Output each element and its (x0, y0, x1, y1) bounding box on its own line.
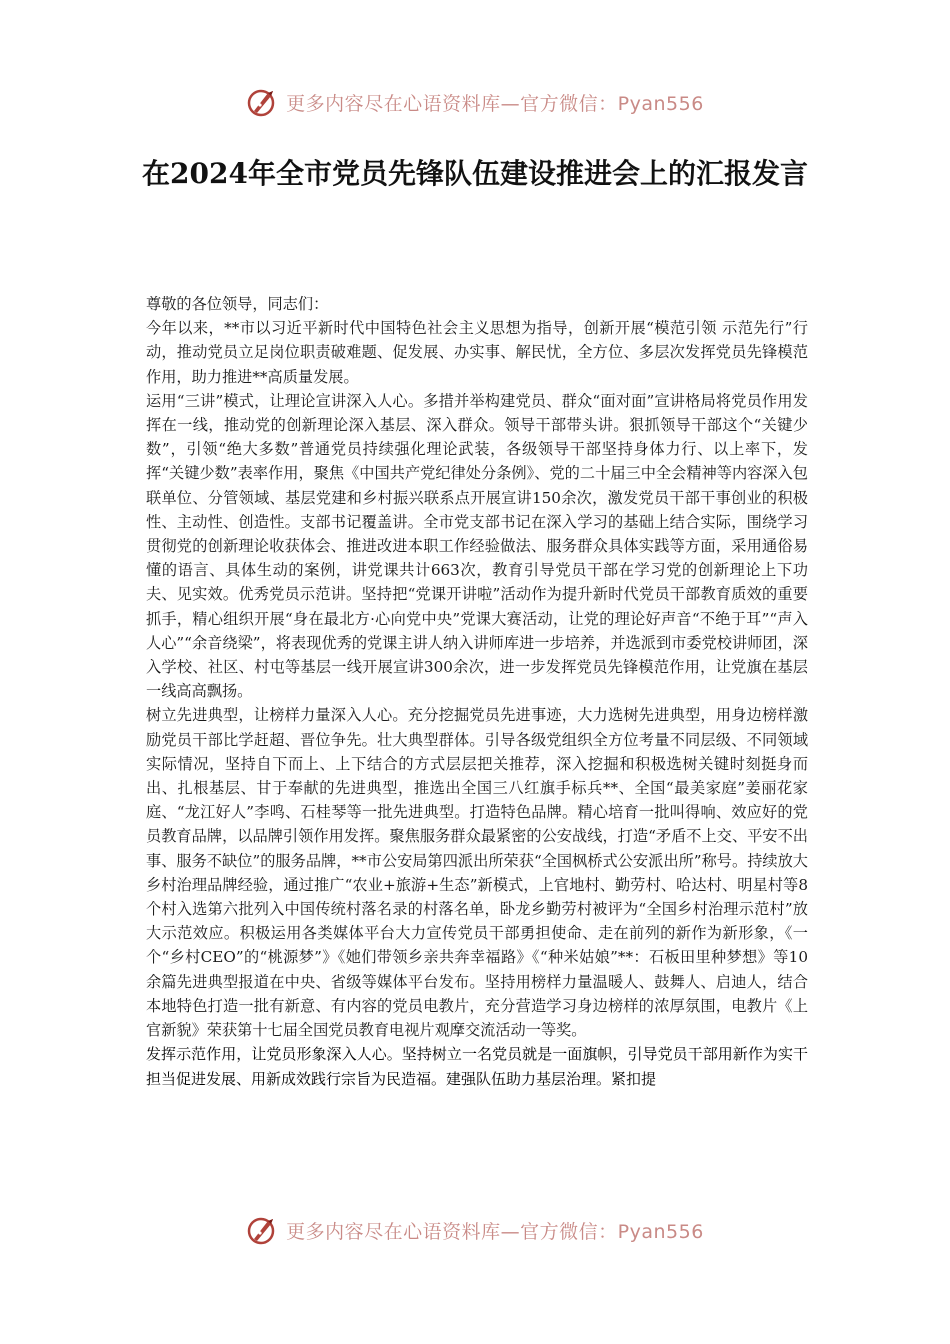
paragraph-intro: 今年以来，**市以习近平新时代中国特色社会主义思想为指导，创新开展“模范引领 示范先行”行动，推动党员立足岗位职责破难题、促发展、办实事、解民忧，全方位、多层次发挥党员先锋模范作用，助力推进**高质量发展。 (146, 319, 808, 386)
watermark-text: 更多内容尽在心语资料库—官方微信：Pyan556 (286, 92, 704, 115)
paragraph-role-models: 树立先进典型，让榜样力量深入人心。充分挖掘党员先进事迹，大力选树先进典型，用身边榜样激励党员干部比学赶超、晋位争先。壮大典型群体。引导各级党组织全方位考量不同层级、不同领域实际情况，坚持自下而上、上下结合的方式层层把关推荐，深入挖掘和积极选树关键时刻挺身而出、扎根基层、甘于奉献的先进典型，推选出全国三八红旗手标兵**、全国“最美家庭”姜丽花家庭、“龙江好人”李鸣、石桂琴等一批先进典型。打造特色品牌。精心培育一批叫得响、效应好的党员教育品牌，以品牌引领作用发挥。聚焦服务群众最紧密的公安战线，打造“矛盾不上交、平安不出事、服务不缺位”的服务品牌，**市公安局第四派出所荣获“全国枫桥式公安派出所”称号。持续放大乡村治理品牌经验，通过推广“农业+旅游+生态”新模式，上官地村、勤劳村、哈达村、明星村等8个村入选第六批列入中国传统村落名录的村落名单，卧龙乡勤劳村被评为“全国乡村治理示范村”放大示范效应。积极运用各类媒体平台大力宣传党员干部勇担使命、走在前列的新作为新形象，《一个“乡村CEO”的“桃源梦”》《她们带领乡亲共奔幸福路》《“种米姑娘”**：石板田里种梦想》等10余篇先进典型报道在中央、省级等媒体平台发布。坚持用榜样力量温暖人、鼓舞人、启迪人，结合本地特色打造一批有新意、有内容的党员电教片，充分营造学习身边榜样的浓厚氛围，电教片《上官新貌》荣获第十七届全国党员教育电视片观摩交流活动一等奖。 (146, 706, 808, 1040)
pen-nib-logo-icon (246, 1213, 280, 1247)
watermark-banner-bottom (0, 1210, 950, 1250)
watermark-banner-top (0, 82, 950, 122)
paragraph-theory-lectures: 运用“三讲”模式，让理论宣讲深入人心。多措并举构建党员、群众“面对面”宣讲格局将党员作用发挥在一线，推动党的创新理论深入基层、深入群众。领导干部带头讲。狠抓领导干部这个“关键少数”，引领“绝大多数”普通党员持续强化理论武装，各级领导干部坚持身体力行、以上率下，发挥“关键少数”表率作用，聚焦《中国共产党纪律处分条例》、党的二十届三中全会精神等内容深入包联单位、分管领域、基层党建和乡村振兴联系点开展宣讲150余次，激发党员干部干事创业的积极性、主动性、创造性。支部书记覆盖讲。全市党支部书记在深入学习的基础上结合实际，围绕学习贯彻党的创新理论收获体会、推进改进本职工作经验做法、服务群众具体实践等方面，采用通俗易懂的语言、具体生动的案例，讲党课共计663次，教育引导党员干部在学习党的创新理论上下功夫、见实效。优秀党员示范讲。坚持把“党课开讲啦”活动作为提升新时代党员干部教育质效的重要抓手，精心组织开展“身在最北方·心向党中央”党课大赛活动，让党的理论好声音“不绝于耳”“声入人心”“余音绕梁”，将表现优秀的党课主讲人纳入讲师库进一步培养，并选派到市委党校讲师团，深入学校、社区、村屯等基层一线开展宣讲300余次，进一步发挥党员先锋模范作用，让党旗在基层一线高高飘扬。 (146, 391, 808, 701)
paragraph-demonstration: 发挥示范作用，让党员形象深入人心。坚持树立一名党员就是一面旗帜，引导党员干部用新作为实干担当促进发展、用新成效践行宗旨为民造福。建强队伍助力基层治理。紧扣提 (146, 1045, 808, 1088)
document-body (146, 292, 808, 1091)
watermark-text: 更多内容尽在心语资料库—官方微信：Pyan556 (286, 1220, 704, 1243)
salutation: 尊敬的各位领导，同志们： (146, 295, 329, 313)
document-title: 在2024年全市党员先锋队伍建设推进会上的汇报发言 (142, 157, 808, 190)
pen-nib-logo-icon (246, 85, 280, 119)
